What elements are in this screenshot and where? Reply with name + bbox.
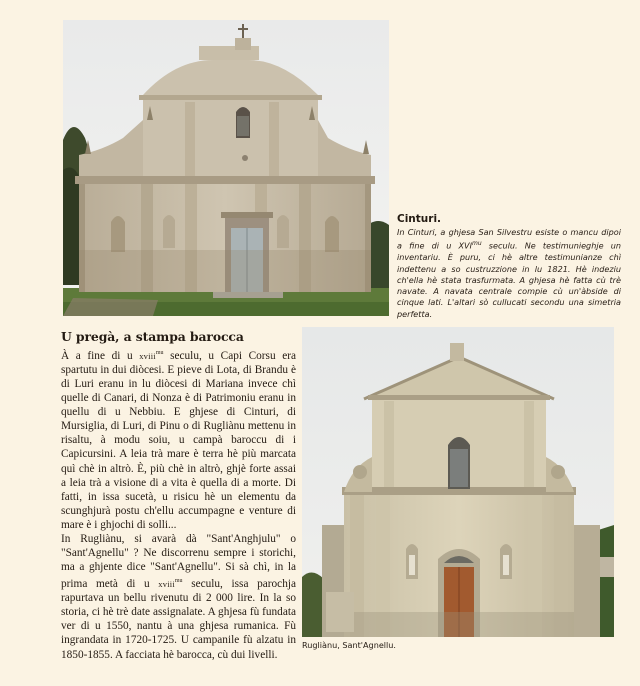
paragraph: À a fine di u xviii$^{mu}$ seculu, u Capi Corsu era spartutu in dui diòcesi. E pieve di Lota, di Brandu è di Luri eranu in lu diòcesi di Mariana invece chì quelle di Canari, di Nonza è di Patrimoniu eranu in quellu di u Nebbiu. E ghjese di Cinturi, di Mursiglia, di Luri, di Pinu o di Rugliànu mettenu in risaltu, à modu soiu, u campà baroccu di i Capicursini. A leia trà mare è terra hè più marcata quì chè in altrò. È, più chè in altrò, ghjè forte assai a leia trà a visione di a vita è quella di a morte. Di fatti, in issa sucetà, u risicu hè un elementu da scunghjurà postu ch'ellu accumpagne e venture di mare è i ghjochi di solli... [61, 349, 296, 531]
photo-caption-rugliano: Rugliànu, Sant'Agnellu. [302, 640, 396, 650]
photo-caption-cinturi [397, 213, 621, 320]
caption-title: Cinturi. [397, 213, 442, 225]
paragraph: In Rugliànu, si avarà dà "Sant'Anghjulu" o "Sant'Agnellu" ? Ne discorrenu sempre i storichi, ma a ghjente dice "Sant'Agnellu". Si sà chì, in la prima metà di u xviii$^{mu}$ seculu, issa parochja rapurtava un bellu rivenutu di 2 000 lire. In la so storia, ci hè trè date assignalate. A ghjesa fù fundata ver di u 1550, nantu à una ghjesa rumanica. Fù ingrandata in 1720-1725. U campanile fù alzatu in 1850-1855. A facciata hè barocca, cù dui livelli. [61, 532, 296, 661]
article-heading: U pregà, a stampa barocca [61, 329, 244, 344]
article-body [61, 346, 296, 662]
caption-body: In Cinturi, a ghjesa San Silvestru esiste o mancu dipoi a fine di u $XVI^{mu}$ seculu. Ne testimunieghje un inventariu. È puru, ci hè altre testimunianze chì indettenu a so custruzzione in lu 1821. Hè indeziu ch'ella hè stata trasfurmata. A ghjesa hè fatta cù trè navate. A navata centrale compie cù un'àbside di cinque lati. L'altari sò cullucati secondu una simetria perfetta. [397, 227, 621, 319]
church-photo-cinturi [63, 20, 389, 316]
article [61, 329, 296, 662]
church-photo-rugliano [302, 327, 614, 637]
